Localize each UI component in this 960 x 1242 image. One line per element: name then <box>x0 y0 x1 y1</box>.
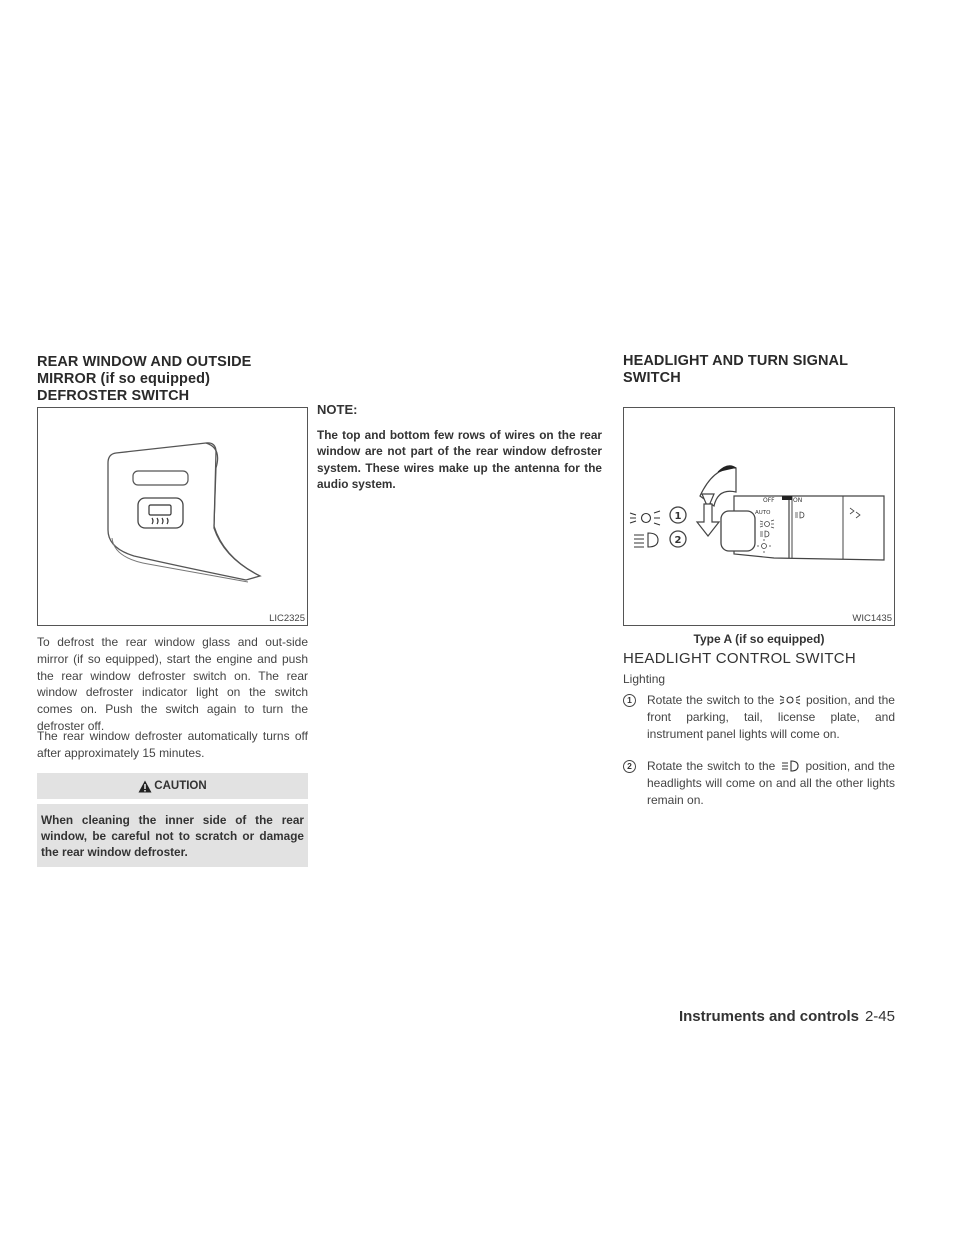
off-label: OFF <box>763 497 775 504</box>
step-text-after: position, and the headlights will come on and all the other lights remain on. <box>647 759 895 807</box>
headlight-switch-figure <box>623 407 895 626</box>
figure-code: LIC2325 <box>269 613 305 624</box>
parking-light-icon <box>779 694 801 706</box>
caution-box <box>37 773 308 867</box>
note-text: The top and bottom few rows of wires on the rear window are not part of the rear window defroster system. These wires make up the antenna for the audio system. <box>317 428 602 492</box>
heading-line: REAR WINDOW AND OUTSIDE <box>37 354 252 370</box>
headlight-control-subheading: HEADLIGHT CONTROL SWITCH <box>623 650 857 667</box>
defroster-section-heading <box>37 354 251 405</box>
figure-num-1: 1 <box>674 511 682 522</box>
headlight-switch-illustration <box>624 408 895 626</box>
page-footer <box>679 1008 895 1025</box>
step-text <box>647 692 895 742</box>
warning-icon <box>138 780 152 793</box>
defroster-paragraph-1: To defrost the rear window glass and out-side mirror (if so equipped), start the engine and push the rear window defroster switch on. The rear window defroster indicator light on the switch comes on. Push the switch again to turn the defroster off. <box>37 635 308 733</box>
headlight-section-heading <box>623 353 848 387</box>
caution-header <box>37 773 308 799</box>
rear-defroster-icon <box>149 505 171 524</box>
step-text-before: Rotate the switch to the <box>647 693 775 707</box>
step-text-before: Rotate the switch to the <box>647 759 776 773</box>
figure-caption: Type A (if so equipped) <box>693 632 825 646</box>
note-title: NOTE: <box>317 402 358 417</box>
defroster-switch-figure <box>37 407 308 626</box>
heading-line: SWITCH <box>623 370 681 386</box>
page-number: 2-45 <box>864 1008 895 1025</box>
caution-text: When cleaning the inner side of the rear window, be careful not to scratch or damage the rear window defroster. <box>37 804 308 867</box>
headlight-icon <box>780 760 800 772</box>
heading-line: HEADLIGHT AND TURN SIGNAL <box>623 353 849 369</box>
heading-line: MIRROR (if so equipped) <box>37 371 211 387</box>
lighting-label: Lighting <box>623 672 666 686</box>
footer-section-title: Instruments and controls <box>678 1008 859 1025</box>
defroster-paragraph-2: The rear window defroster automatically turns off after approximately 15 minutes. <box>37 729 308 760</box>
auto-label: AUTO <box>755 510 771 516</box>
step-1 <box>623 692 895 742</box>
step-number-1: 1 <box>623 694 636 707</box>
caution-label: CAUTION <box>154 780 207 792</box>
defroster-switch-illustration <box>38 408 308 626</box>
heading-line: DEFROSTER SWITCH <box>37 388 190 404</box>
step-text <box>647 758 895 808</box>
figure-num-2: 2 <box>674 535 682 546</box>
step-text-after: position, and the front parking, tail, license plate, and instrument panel lights will come on. <box>647 693 895 741</box>
step-number-2: 2 <box>623 760 636 773</box>
parking-light-icon <box>630 511 660 525</box>
figure-code: WIC1435 <box>852 613 892 624</box>
step-2 <box>623 758 895 808</box>
on-label: ON <box>793 497 803 504</box>
headlight-icon <box>634 533 658 547</box>
